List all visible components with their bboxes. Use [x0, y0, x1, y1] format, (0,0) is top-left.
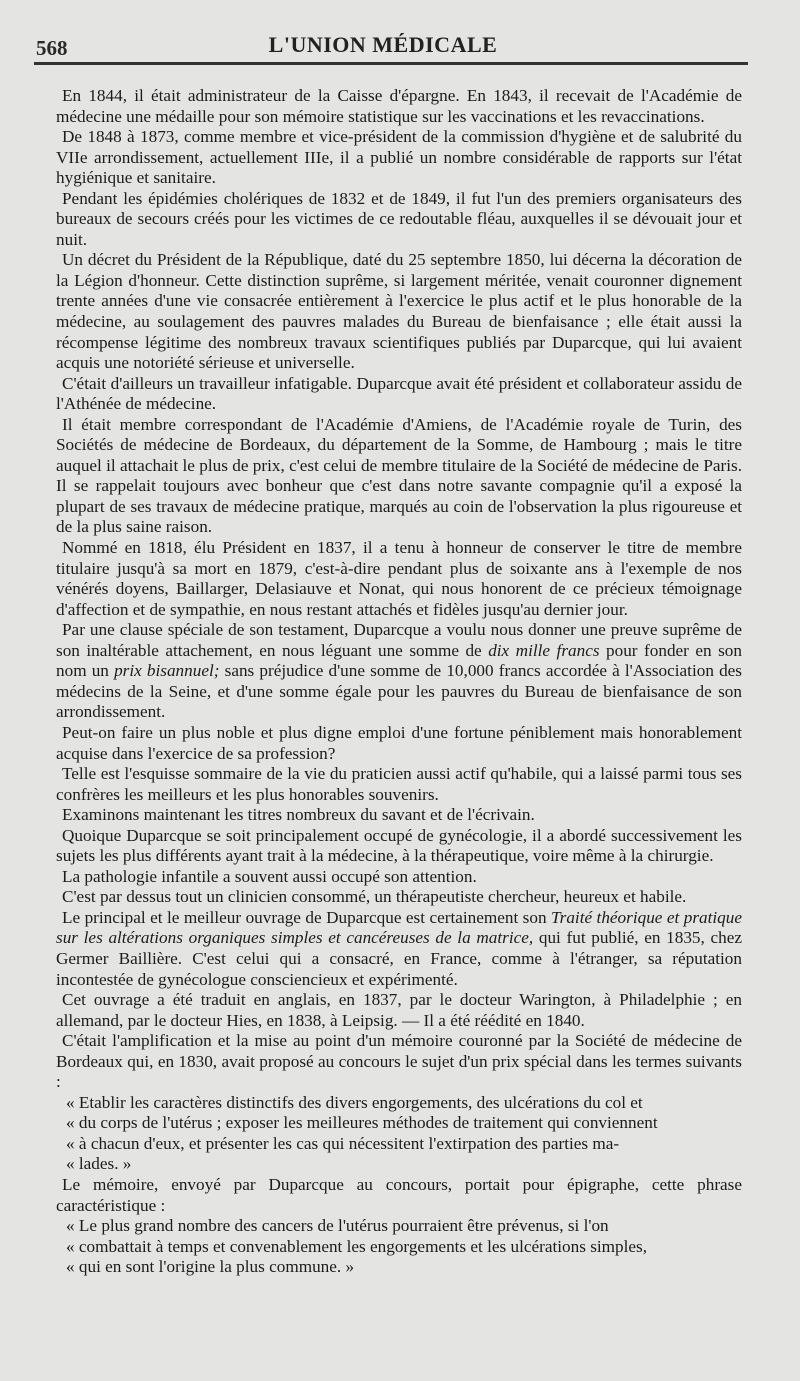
paragraph: Cet ouvrage a été traduit en anglais, en 1837, par le docteur Warington, à Philadelphie ; en allemand, par le docteur Hies, en 1838, à Leipsig. — Il a été réédité en 1840. — [56, 990, 742, 1030]
paragraph: Examinons maintenant les titres nombreux du savant et de l'écrivain. — [62, 805, 535, 825]
quote-line: « qui en sont l'origine la plus commune. » — [66, 1257, 355, 1277]
paragraph: Peut-on faire un plus noble et plus digne emploi d'une fortune péniblement mais honorablement acquise dans l'exercice de sa profession? — [56, 722, 742, 763]
article-body — [56, 86, 742, 1278]
paragraph: C'était d'ailleurs un travailleur infatigable. Duparcque avait été président et collaborateur assidu de l'Athénée de médecine. — [56, 373, 742, 414]
paragraph: La pathologie infantile a souvent aussi occupé son attention. — [62, 866, 477, 886]
paragraph-bequest — [56, 620, 742, 723]
page-number: 568 — [36, 36, 68, 60]
text-run: qui fut publié, en 1835, chez Germer Baillière. C'est celui qui a consacré, en France, comme à l'étranger, sa réputation incontestée de gynécologue consciencieux et expérimenté. — [56, 928, 742, 989]
running-title: L'UNION MÉDICALE — [268, 32, 498, 57]
quote-line: « du corps de l'utérus ; exposer les meilleures méthodes de traitement qui conviennent — [66, 1113, 658, 1133]
paragraph: C'était l'amplification et la mise au point d'un mémoire couronné par la Société de médecine de Bordeaux qui, en 1830, avait proposé au concours le sujet d'un prix spécial dans les termes suivants : — [56, 1031, 742, 1092]
paragraph: En 1844, il était administrateur de la Caisse d'épargne. En 1843, il recevait de l'Académie de médecine une médaille pour son mémoire statistique sur les vaccinations et les revaccinations. — [56, 86, 742, 126]
italic-run: Traité théorique et pratique sur les altérations organiques simples et cancéreuses de la matrice, — [56, 907, 742, 948]
italic-run: prix bisannuel; — [114, 661, 220, 681]
text-run: pour fonder en son nom un — [56, 640, 742, 681]
paragraph-treatise — [56, 908, 742, 990]
text-run: Par une clause spéciale de son testament, Duparcque a voulu nous donner une preuve suprême de son inaltérable attachement, en nous léguant une somme de — [56, 620, 742, 660]
text-run: sans préjudice d'une somme de 10,000 francs accordée à l'Association des médecins de la Seine, et d'une somme égale pour les pauvres du Bureau de bienfaisance de son arrondissement. — [56, 661, 742, 722]
quote-line: « Etablir les caractères distinctifs des divers engorgements, des ulcérations du col et — [66, 1092, 643, 1112]
paragraph: De 1848 à 1873, comme membre et vice-président de la commission d'hygiène et de salubrité du VIIe arrondissement, actuellement IIIe, il a publié un nombre considérable de rapports sur l'état hygiénique et sanitaire. — [56, 127, 742, 188]
paragraph: Quoique Duparcque se soit principalement occupé de gynécologie, il a abordé successivement les sujets les plus différents ayant trait à la médecine, à la thérapeutique, voire même à la chirurgie. — [56, 825, 742, 866]
header-rule — [34, 62, 748, 65]
page-header — [36, 30, 730, 60]
quote-line: « à chacun d'eux, et présenter les cas qui nécessitent l'extirpation des parties ma- — [66, 1133, 620, 1153]
paragraph: Un décret du Président de la République, daté du 25 septembre 1850, lui décerna la décoration de la Légion d'honneur. Cette distinction suprême, si largement méritée, venait couronner dignement trente années d'une vie consacrée entièrement à l'exercice le plus actif et le plus honorable de la médecine, au soulagement des pauvres malades du Bureau de bienfaisance ; elle était aussi la récompense légitime des nombreux travaux scientifiques publiés par Duparcque, qui lui avaient acquis une notoriété sérieuse et universelle. — [56, 250, 742, 373]
paragraph: Nommé en 1818, élu Président en 1837, il a tenu à honneur de conserver le titre de membre titulaire jusqu'à sa mort en 1879, c'est-à-dire pendant plus de soixante ans à l'exemple de nos vénérés doyens, Baillarger, Delasiauve et Nonat, qui nous honorent de ce précieux témoignage d'affection et de sympathie, en nous restant attachés et fidèles jusqu'au dernier jour. — [56, 538, 742, 619]
italic-run: dix mille francs — [488, 640, 600, 660]
paragraph: Pendant les épidémies cholériques de 1832 et de 1849, il fut l'un des premiers organisateurs des bureaux de secours créés pour les victimes de ce redoutable fléau, auxquelles il se dévouait jour et nuit. — [56, 188, 742, 249]
paragraph: C'est par dessus tout un clinicien consommé, un thérapeutiste chercheur, heureux et habile. — [62, 887, 687, 907]
quote-line: « lades. » — [66, 1154, 132, 1174]
paragraph: Telle est l'esquisse sommaire de la vie du praticien aussi actif qu'habile, qui a laissé parmi tous ses confrères les meilleurs et les plus honorables souvenirs. — [56, 764, 742, 804]
quote-line: « Le plus grand nombre des cancers de l'utérus pourraient être prévenus, si l'on — [66, 1216, 609, 1236]
quote-line: « combattait à temps et convenablement les engorgements et les ulcérations simples, — [66, 1236, 648, 1256]
paragraph: Il était membre correspondant de l'Académie d'Amiens, de l'Académie royale de Turin, des Sociétés de médecine de Bordeaux, du département de la Somme, de Hambourg ; mais le titre auquel il attachait le plus de prix, c'est celui de membre titulaire de la Société de médecine de Paris. Il se rappelait toujours avec bonheur que c'est dans notre savante compagnie qu'il a exposé la plupart de ses travaux de médecine pratique, marqués au coin de l'observation la plus rigoureuse et de la plus saine raison. — [56, 414, 742, 537]
text-run: Le principal et le meilleur ouvrage de Duparcque est certainement son — [62, 907, 552, 927]
paragraph: Le mémoire, envoyé par Duparcque au concours, portait pour épigraphe, cette phrase caractéristique : — [56, 1174, 742, 1215]
